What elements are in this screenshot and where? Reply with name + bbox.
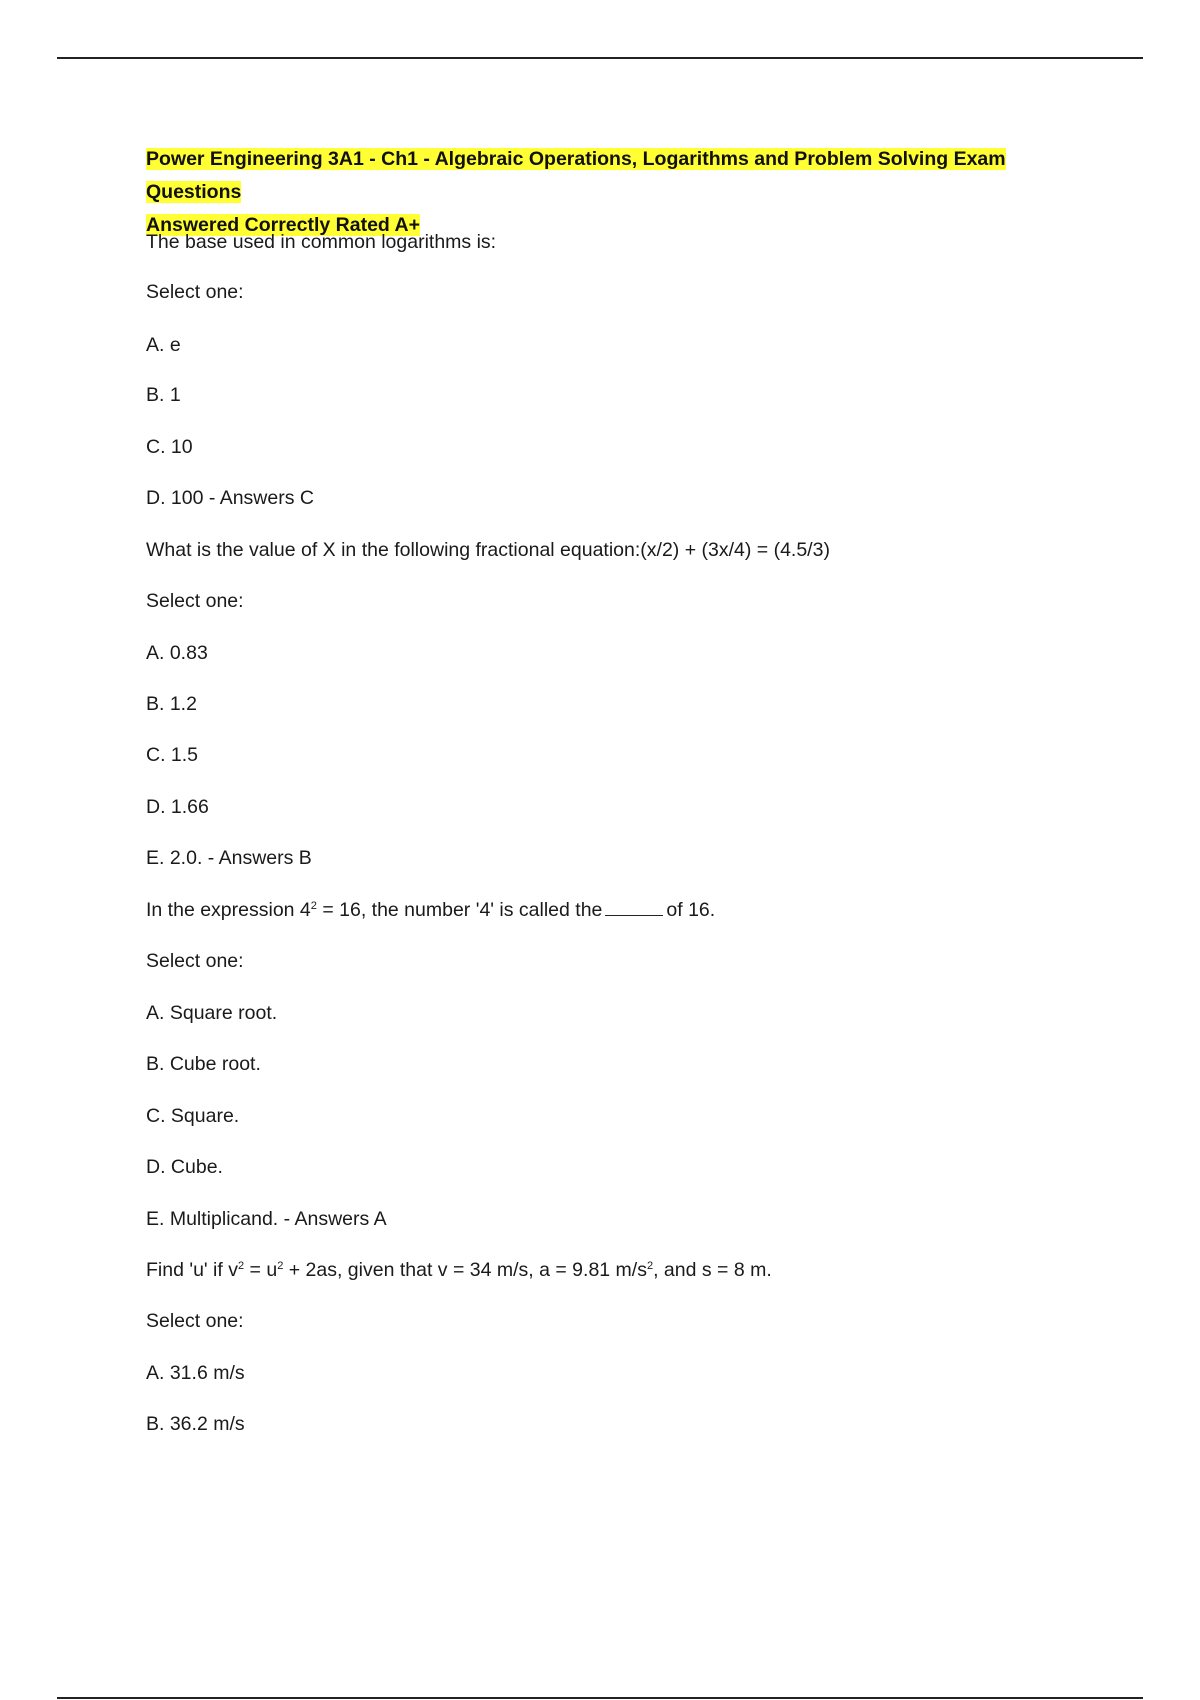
q3-question <box>146 898 715 922</box>
q1-question: The base used in common logarithms is: <box>146 231 497 253</box>
q3-text-3: of 16. <box>666 899 716 921</box>
q4-superscript-2: 2 <box>277 1260 284 1272</box>
q4-text-3: + 2as, given that v = 34 m/s, a = 9.81 m/s <box>283 1259 647 1281</box>
q2-option-b: B. 1.2 <box>146 693 197 715</box>
q4-superscript-1: 2 <box>237 1260 245 1272</box>
q3-option-a: A. Square root. <box>146 1002 278 1024</box>
q3-option-d: D. Cube. <box>146 1156 223 1178</box>
document-title <box>146 143 1106 242</box>
q4-superscript-3: 2 <box>646 1260 654 1272</box>
q3-option-c: C. Square. <box>146 1105 240 1127</box>
q4-select-label: Select one: <box>146 1310 244 1332</box>
title-line-2: Answered Correctly Rated A+ <box>146 214 420 236</box>
q4-option-a: A. 31.6 m/s <box>146 1362 245 1384</box>
q2-option-e: E. 2.0. - Answers B <box>146 847 312 869</box>
q3-option-e: E. Multiplicand. - Answers A <box>146 1208 387 1230</box>
q4-text-4: , and s = 8 m. <box>653 1259 772 1281</box>
header-rule <box>57 57 1143 59</box>
q3-superscript: 2 <box>310 900 317 912</box>
q2-select-label: Select one: <box>146 590 244 612</box>
footer-rule <box>57 1697 1143 1699</box>
q3-text-2: = 16, the number '4' is called the <box>316 899 603 921</box>
q2-question: What is the value of X in the following fractional equation:(x/2) + (3x/4) = (4.5/3) <box>146 539 830 561</box>
q1-option-a: A. e <box>146 334 181 356</box>
q3-option-b: B. Cube root. <box>146 1053 261 1075</box>
q1-select-label: Select one: <box>146 281 244 303</box>
q2-option-c: C. 1.5 <box>146 744 199 766</box>
q4-question <box>146 1258 772 1282</box>
q2-option-a: A. 0.83 <box>146 642 208 664</box>
q1-option-b: B. 1 <box>146 384 181 406</box>
q4-text-1: Find 'u' if v <box>146 1259 238 1281</box>
q1-option-d: D. 100 - Answers C <box>146 487 314 509</box>
q3-text-1: In the expression 4 <box>146 899 311 921</box>
q4-option-b: B. 36.2 m/s <box>146 1413 245 1435</box>
q2-option-d: D. 1.66 <box>146 796 209 818</box>
q1-option-c: C. 10 <box>146 436 193 458</box>
title-line-1: Power Engineering 3A1 - Ch1 - Algebraic Operations, Logarithms and Problem Solving Exam Questions <box>146 148 1006 203</box>
fill-blank <box>605 901 663 916</box>
q3-select-label: Select one: <box>146 950 244 972</box>
q4-text-2: = u <box>244 1259 278 1281</box>
